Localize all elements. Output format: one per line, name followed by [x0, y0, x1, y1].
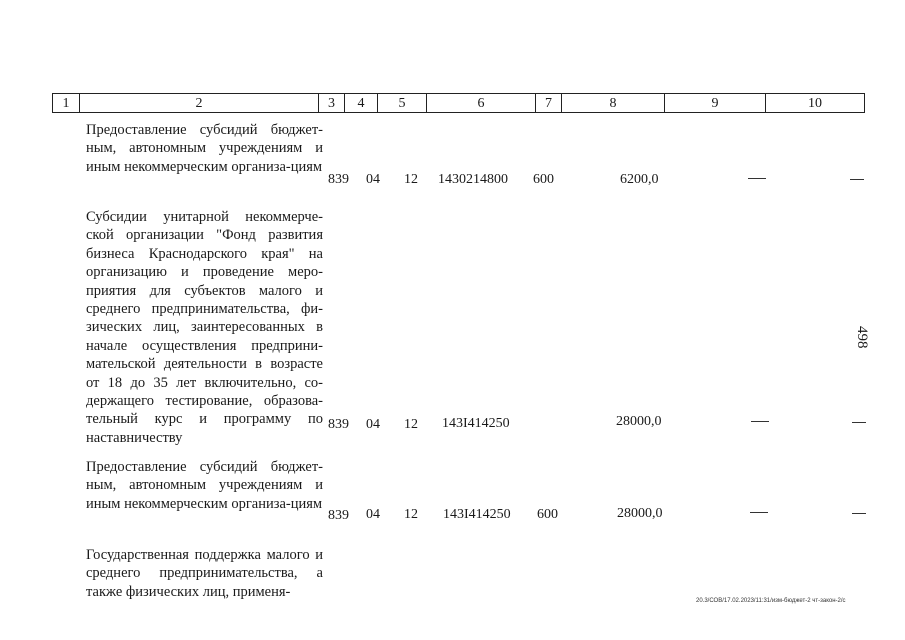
row-3-col10-dash [852, 513, 866, 514]
header-col-9: 9 [665, 94, 766, 112]
header-col-1: 1 [53, 94, 80, 112]
footer-stamp: 20.3/СОВ/17.02.2023/11:31/изм-бюджет-2 чт-закон-2/с [696, 598, 846, 604]
row-3-col9-dash [750, 512, 768, 513]
row-2-col9-dash [751, 421, 769, 422]
row-1-vr: 600 [533, 172, 554, 187]
header-col-8: 8 [562, 94, 665, 112]
row-1-sum: 6200,0 [620, 172, 659, 187]
row-1-description: Предоставление субсидий бюджет-ным, автономным учреждениям и иным некоммерческим организа-циям [86, 122, 323, 175]
row-2-pr: 12 [404, 417, 418, 432]
row-3-sum: 28000,0 [617, 506, 663, 521]
row-2-col10-dash [852, 422, 866, 423]
row-2-csr: 143I414250 [442, 416, 510, 431]
header-col-3: 3 [319, 94, 345, 112]
row-1-pr: 12 [404, 172, 418, 187]
row-1-col10-dash [850, 179, 864, 180]
row-1-csr: 1430214800 [438, 172, 508, 187]
table-header-row [52, 93, 865, 113]
page-number: 498 [854, 326, 870, 349]
header-col-4: 4 [345, 94, 378, 112]
header-col-5: 5 [378, 94, 427, 112]
row-4-description: Государственная поддержка малого и среднего предпринимательства, а также физических лиц, применя- [86, 547, 323, 600]
row-3-csr: 143I414250 [443, 507, 511, 522]
row-3-vr: 600 [537, 507, 558, 522]
row-3-ved: 839 [328, 508, 349, 523]
row-2-sum: 28000,0 [616, 414, 662, 429]
header-col-10: 10 [808, 96, 822, 111]
row-2-ved: 839 [328, 417, 349, 432]
header-col-2: 2 [80, 94, 319, 112]
row-1-col9-dash [748, 178, 766, 179]
row-3-description: Предоставление субсидий бюджет-ным, автономным учреждениям и иным некоммерческим организа-циям [86, 459, 323, 512]
row-1-rz: 04 [366, 172, 380, 187]
row-2-description: Субсидии унитарной некоммерче-ской организации "Фонд развития бизнеса Краснодарского края" на организацию и проведение меро-приятия для субъектов малого и среднего предпринимательства, фи-зических лиц, заинтересованных в начале осуществления предприни-мательской деятельности в возрасте от 18 до 35 лет включительно, со-держащего тестирование, образова-тельный курс и программу по наставничеству [86, 209, 323, 446]
row-2-rz: 04 [366, 417, 380, 432]
row-3-pr: 12 [404, 507, 418, 522]
header-col-7: 7 [536, 94, 562, 112]
row-1-ved: 839 [328, 172, 349, 187]
header-col-6: 6 [427, 94, 536, 112]
row-3-rz: 04 [366, 507, 380, 522]
